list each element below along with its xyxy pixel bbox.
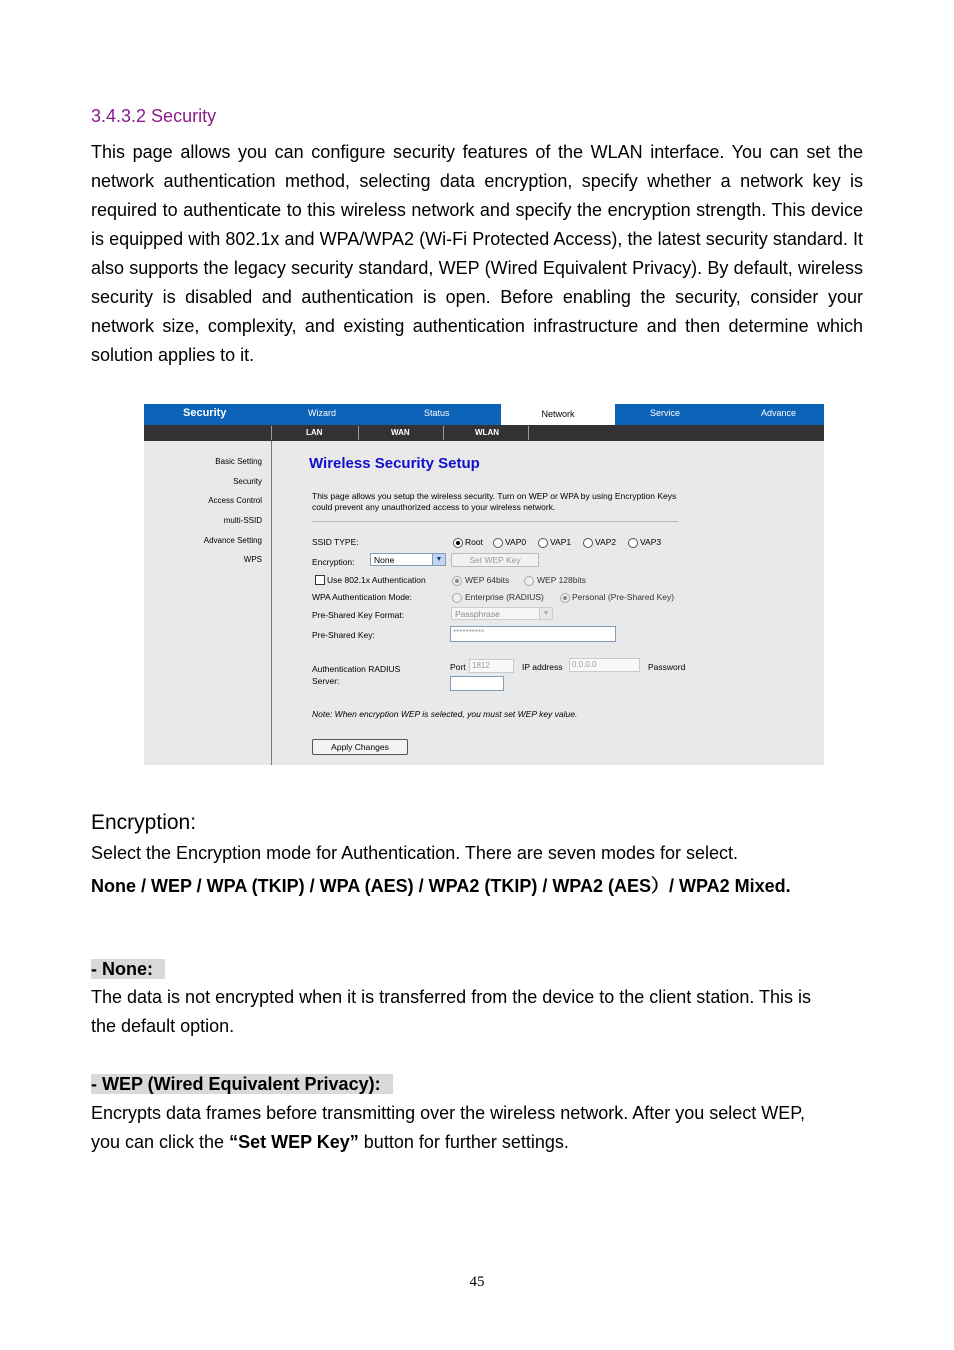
none-text-line1: The data is not encrypted when it is transferred from the device to the client station. This is: [91, 987, 812, 1007]
encryption-title: Encryption:: [91, 811, 197, 834]
set-wep-key-button[interactable]: Set WEP Key: [451, 553, 539, 567]
wpa-enterprise-radio[interactable]: [452, 593, 462, 603]
tab-network[interactable]: Network: [501, 404, 615, 425]
encryption-value: None: [374, 555, 395, 565]
ssid-root-radio[interactable]: [453, 538, 463, 548]
encryption-description: Select the Encryption mode for Authentication. There are seven modes for select.: [91, 843, 739, 863]
wep-text-post: button for further settings.: [358, 1132, 569, 1152]
sub-separator: [528, 426, 529, 440]
ssid-vap1-radio[interactable]: [538, 538, 548, 548]
wep-text-line1: Encrypts data frames before transmitting over the wireless network. After you select WEP,: [91, 1103, 805, 1123]
use-8021x-label: Use 802.1x Authentication: [327, 575, 426, 585]
tab-service[interactable]: Service: [650, 408, 681, 418]
wep-64-radio[interactable]: [452, 576, 462, 586]
top-nav: [144, 404, 824, 425]
panel-description: This page allows you setup the wireless security. Turn on WEP or WPA by using Encryption Keys could prevent any unauthorized access to your wireless network.: [312, 491, 677, 512]
wep-note: Note: When encryption WEP is selected, you must set WEP key value.: [312, 709, 578, 719]
wep-heading: - WEP (Wired Equivalent Privacy):: [91, 1074, 393, 1094]
apply-changes-button[interactable]: Apply Changes: [312, 739, 408, 755]
tab-status[interactable]: Status: [424, 408, 450, 418]
wpa-enterprise-label: Enterprise (RADIUS): [465, 592, 544, 602]
wep-heading-row: [91, 1074, 393, 1095]
subtab-lan[interactable]: LAN: [306, 428, 323, 437]
ssid-vap2-radio[interactable]: [583, 538, 593, 548]
sidebar-item-advance-setting[interactable]: Advance Setting: [203, 536, 262, 545]
psk-input[interactable]: **********: [450, 626, 616, 642]
subtab-wlan[interactable]: WLAN: [475, 428, 499, 437]
chevron-down-icon: ▼: [539, 608, 552, 619]
intro-paragraph: This page allows you can configure security features of the WLAN interface. You can set the network authentication method, selecting data encryption, specify whether a network key is required to authenticate to this wireless network and specify the encryption strength. This device is equipped with 802.1x and WPA/WPA2 (Wi-Fi Protected Access), the latest security standard. It also supports the legacy security standard, WEP (Wired Equivalent Privacy). By default, wireless security is disabled and authentication is open. Before enabling the security, consider your network size, complexity, and existing authentication infrastructure and then determine which solution applies to it.: [91, 142, 863, 365]
radius-port-input[interactable]: 1812: [469, 659, 514, 673]
tab-wizard[interactable]: Wizard: [308, 408, 337, 418]
sidebar-item-multi-ssid[interactable]: multi-SSID: [223, 516, 262, 525]
none-heading: - None:: [91, 959, 165, 979]
ssid-type-label: SSID TYPE:: [312, 537, 359, 547]
ssid-vap0-radio[interactable]: [493, 538, 503, 548]
use-8021x-checkbox[interactable]: [315, 575, 325, 585]
psk-format-value: Passphrase: [455, 609, 500, 619]
ssid-vap3-label: VAP3: [640, 537, 662, 547]
radius-port-label: Port: [450, 662, 466, 672]
sidebar-item-security[interactable]: Security: [233, 477, 262, 486]
router-screenshot: [144, 404, 824, 765]
none-text-line2: the default option.: [91, 1016, 235, 1036]
sub-separator: [443, 426, 444, 440]
radius-label-line2: Server:: [312, 676, 340, 686]
radius-password-label: Password: [648, 662, 686, 672]
none-heading-row: [91, 959, 165, 980]
wep-text-pre: you can click the: [91, 1132, 230, 1152]
radius-ip-input[interactable]: 0.0.0.0: [569, 658, 640, 672]
sidebar: [144, 441, 272, 765]
sidebar-item-access-control[interactable]: Access Control: [208, 496, 262, 505]
wep-128-radio[interactable]: [524, 576, 534, 586]
wep-text-line2: [91, 1132, 569, 1153]
ssid-vap3-radio[interactable]: [628, 538, 638, 548]
encryption-select[interactable]: [370, 553, 446, 566]
divider: [312, 521, 678, 522]
subtab-wan[interactable]: WAN: [391, 428, 410, 437]
ssid-root-label: Root: [465, 537, 483, 547]
ssid-vap1-label: VAP1: [550, 537, 572, 547]
encryption-label: Encryption:: [312, 557, 355, 567]
ssid-vap0-label: VAP0: [505, 537, 527, 547]
panel-title: Wireless Security Setup: [309, 455, 480, 472]
psk-format-label: Pre-Shared Key Format:: [312, 610, 405, 620]
tab-advance[interactable]: Advance: [761, 408, 797, 418]
wep-128-label: WEP 128bits: [537, 575, 586, 585]
sub-separator: [358, 426, 359, 440]
psk-format-select[interactable]: [451, 607, 553, 620]
sub-nav: [144, 425, 824, 441]
sidebar-item-wps[interactable]: WPS: [243, 555, 262, 564]
radius-password-input[interactable]: [450, 676, 504, 691]
psk-label: Pre-Shared Key:: [312, 630, 375, 640]
wep-64-label: WEP 64bits: [465, 575, 510, 585]
wpa-personal-label: Personal (Pre-Shared Key): [572, 592, 675, 602]
wep-text-bold: “Set WEP Key”: [229, 1132, 359, 1152]
settings-panel: [272, 441, 824, 765]
sidebar-item-basic-setting[interactable]: Basic Setting: [215, 457, 262, 466]
sub-separator: [271, 426, 272, 440]
wpa-personal-radio[interactable]: [560, 593, 570, 603]
page-number: 45: [469, 1274, 485, 1290]
radius-ip-label: IP address: [522, 662, 563, 672]
chevron-down-icon: ▼: [432, 554, 445, 565]
encryption-modes: None / WEP / WPA (TKIP) / WPA (AES) / WPA2 (TKIP) / WPA2 (AES）/ WPA2 Mixed.: [91, 876, 791, 896]
wpa-auth-mode-label: WPA Authentication Mode:: [312, 592, 413, 602]
section-heading: 3.4.3.2 Security: [91, 106, 217, 126]
radius-label-line1: Authentication RADIUS: [312, 664, 401, 674]
ssid-vap2-label: VAP2: [595, 537, 617, 547]
brand-label: Security: [183, 407, 227, 419]
